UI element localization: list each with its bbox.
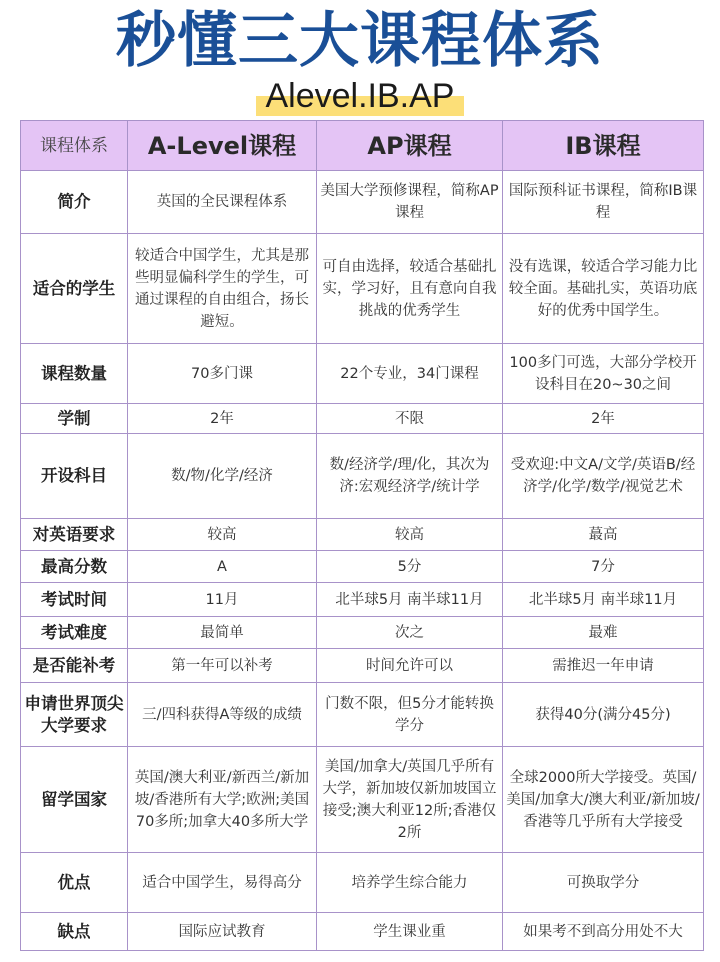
cell-ib: 受欢迎:中文A/文学/英语B/经济学/化学/数学/视觉艺术 [503,434,704,519]
table-row [21,434,704,519]
row-label: 优点 [21,853,128,913]
row-label: 学制 [21,404,128,434]
cell-alevel: 最简单 [128,617,317,649]
cell-ib: 100多门可选，大部分学校开设科目在20~30之间 [503,344,704,404]
table-row [21,853,704,913]
cell-ib: 获得40分(满分45分) [503,683,704,747]
table-row [21,344,704,404]
cell-ap: 门数不限，但5分才能转换学分 [317,683,503,747]
cell-alevel: A [128,551,317,583]
row-label: 是否能补考 [21,649,128,683]
subtitle-highlight: Alevel.IB.AP [256,76,465,116]
row-label: 适合的学生 [21,234,128,344]
cell-ib: 北半球5月 南半球11月 [503,583,704,617]
row-label: 留学国家 [21,747,128,853]
cell-ib: 可换取学分 [503,853,704,913]
cell-ap: 可自由选择，较适合基础扎实，学习好，且有意向自我挑战的优秀学生 [317,234,503,344]
cell-ib: 需推迟一年申请 [503,649,704,683]
cell-ap: 北半球5月 南半球11月 [317,583,503,617]
cell-ap: 培养学生综合能力 [317,853,503,913]
cell-alevel: 数/物/化学/经济 [128,434,317,519]
cell-alevel: 三/四科获得A等级的成绩 [128,683,317,747]
table-row [21,583,704,617]
row-label: 简介 [21,171,128,234]
cell-ap: 时间允许可以 [317,649,503,683]
table-row [21,404,704,434]
row-label: 考试时间 [21,583,128,617]
cell-alevel: 适合中国学生，易得高分 [128,853,317,913]
table-row [21,171,704,234]
table-header-row [21,121,704,171]
cell-alevel: 第一年可以补考 [128,649,317,683]
column-header-system: 课程体系 [21,121,128,171]
table-row [21,519,704,551]
cell-ib: 最难 [503,617,704,649]
cell-ib: 7分 [503,551,704,583]
row-label: 课程数量 [21,344,128,404]
cell-alevel: 70多门课 [128,344,317,404]
cell-ap: 美国大学预修课程，简称AP课程 [317,171,503,234]
table-row [21,551,704,583]
cell-alevel: 较适合中国学生，尤其是那些明显偏科学生的学生，可通过课程的自由组合，扬长避短。 [128,234,317,344]
cell-alevel: 2年 [128,404,317,434]
cell-ap: 22个专业，34门课程 [317,344,503,404]
cell-ap: 较高 [317,519,503,551]
subtitle-wrap [0,76,720,116]
table-row [21,683,704,747]
cell-alevel: 英国的全民课程体系 [128,171,317,234]
cell-alevel: 较高 [128,519,317,551]
table-row [21,913,704,951]
cell-ib: 全球2000所大学接受。英国/美国/加拿大/澳大利亚/新加坡/香港等几乎所有大学接受 [503,747,704,853]
cell-ib: 没有选课，较适合学习能力比较全面。基础扎实，英语功底好的优秀中国学生。 [503,234,704,344]
table-row [21,617,704,649]
cell-ib: 国际预科证书课程，简称IB课程 [503,171,704,234]
column-header-alevel: A-Level课程 [128,121,317,171]
table-row [21,747,704,853]
table-row [21,234,704,344]
page-title: 秒懂三大课程体系 [116,6,604,76]
cell-ib: 蕞高 [503,519,704,551]
cell-alevel: 11月 [128,583,317,617]
cell-ap: 5分 [317,551,503,583]
row-label: 申请世界顶尖大学要求 [21,683,128,747]
cell-ap: 次之 [317,617,503,649]
cell-ib: 如果考不到高分用处不大 [503,913,704,951]
column-header-ib: IB课程 [503,121,704,171]
comparison-table [20,120,704,951]
cell-ib: 2年 [503,404,704,434]
cell-alevel: 英国/澳大利亚/新西兰/新加坡/香港所有大学;欧洲;美国70多所;加拿大40多所大学 [128,747,317,853]
cell-ap: 学生课业重 [317,913,503,951]
cell-alevel: 国际应试教育 [128,913,317,951]
row-label: 对英语要求 [21,519,128,551]
table-row [21,649,704,683]
cell-ap: 美国/加拿大/英国几乎所有大学，新加坡仅新加坡国立接受;澳大利亚12所;香港仅2所 [317,747,503,853]
cell-ap: 不限 [317,404,503,434]
row-label: 考试难度 [21,617,128,649]
cell-ap: 数/经济学/理/化，其次为济:宏观经济学/统计学 [317,434,503,519]
row-label: 最高分数 [21,551,128,583]
column-header-ap: AP课程 [317,121,503,171]
row-label: 开设科目 [21,434,128,519]
row-label: 缺点 [21,913,128,951]
